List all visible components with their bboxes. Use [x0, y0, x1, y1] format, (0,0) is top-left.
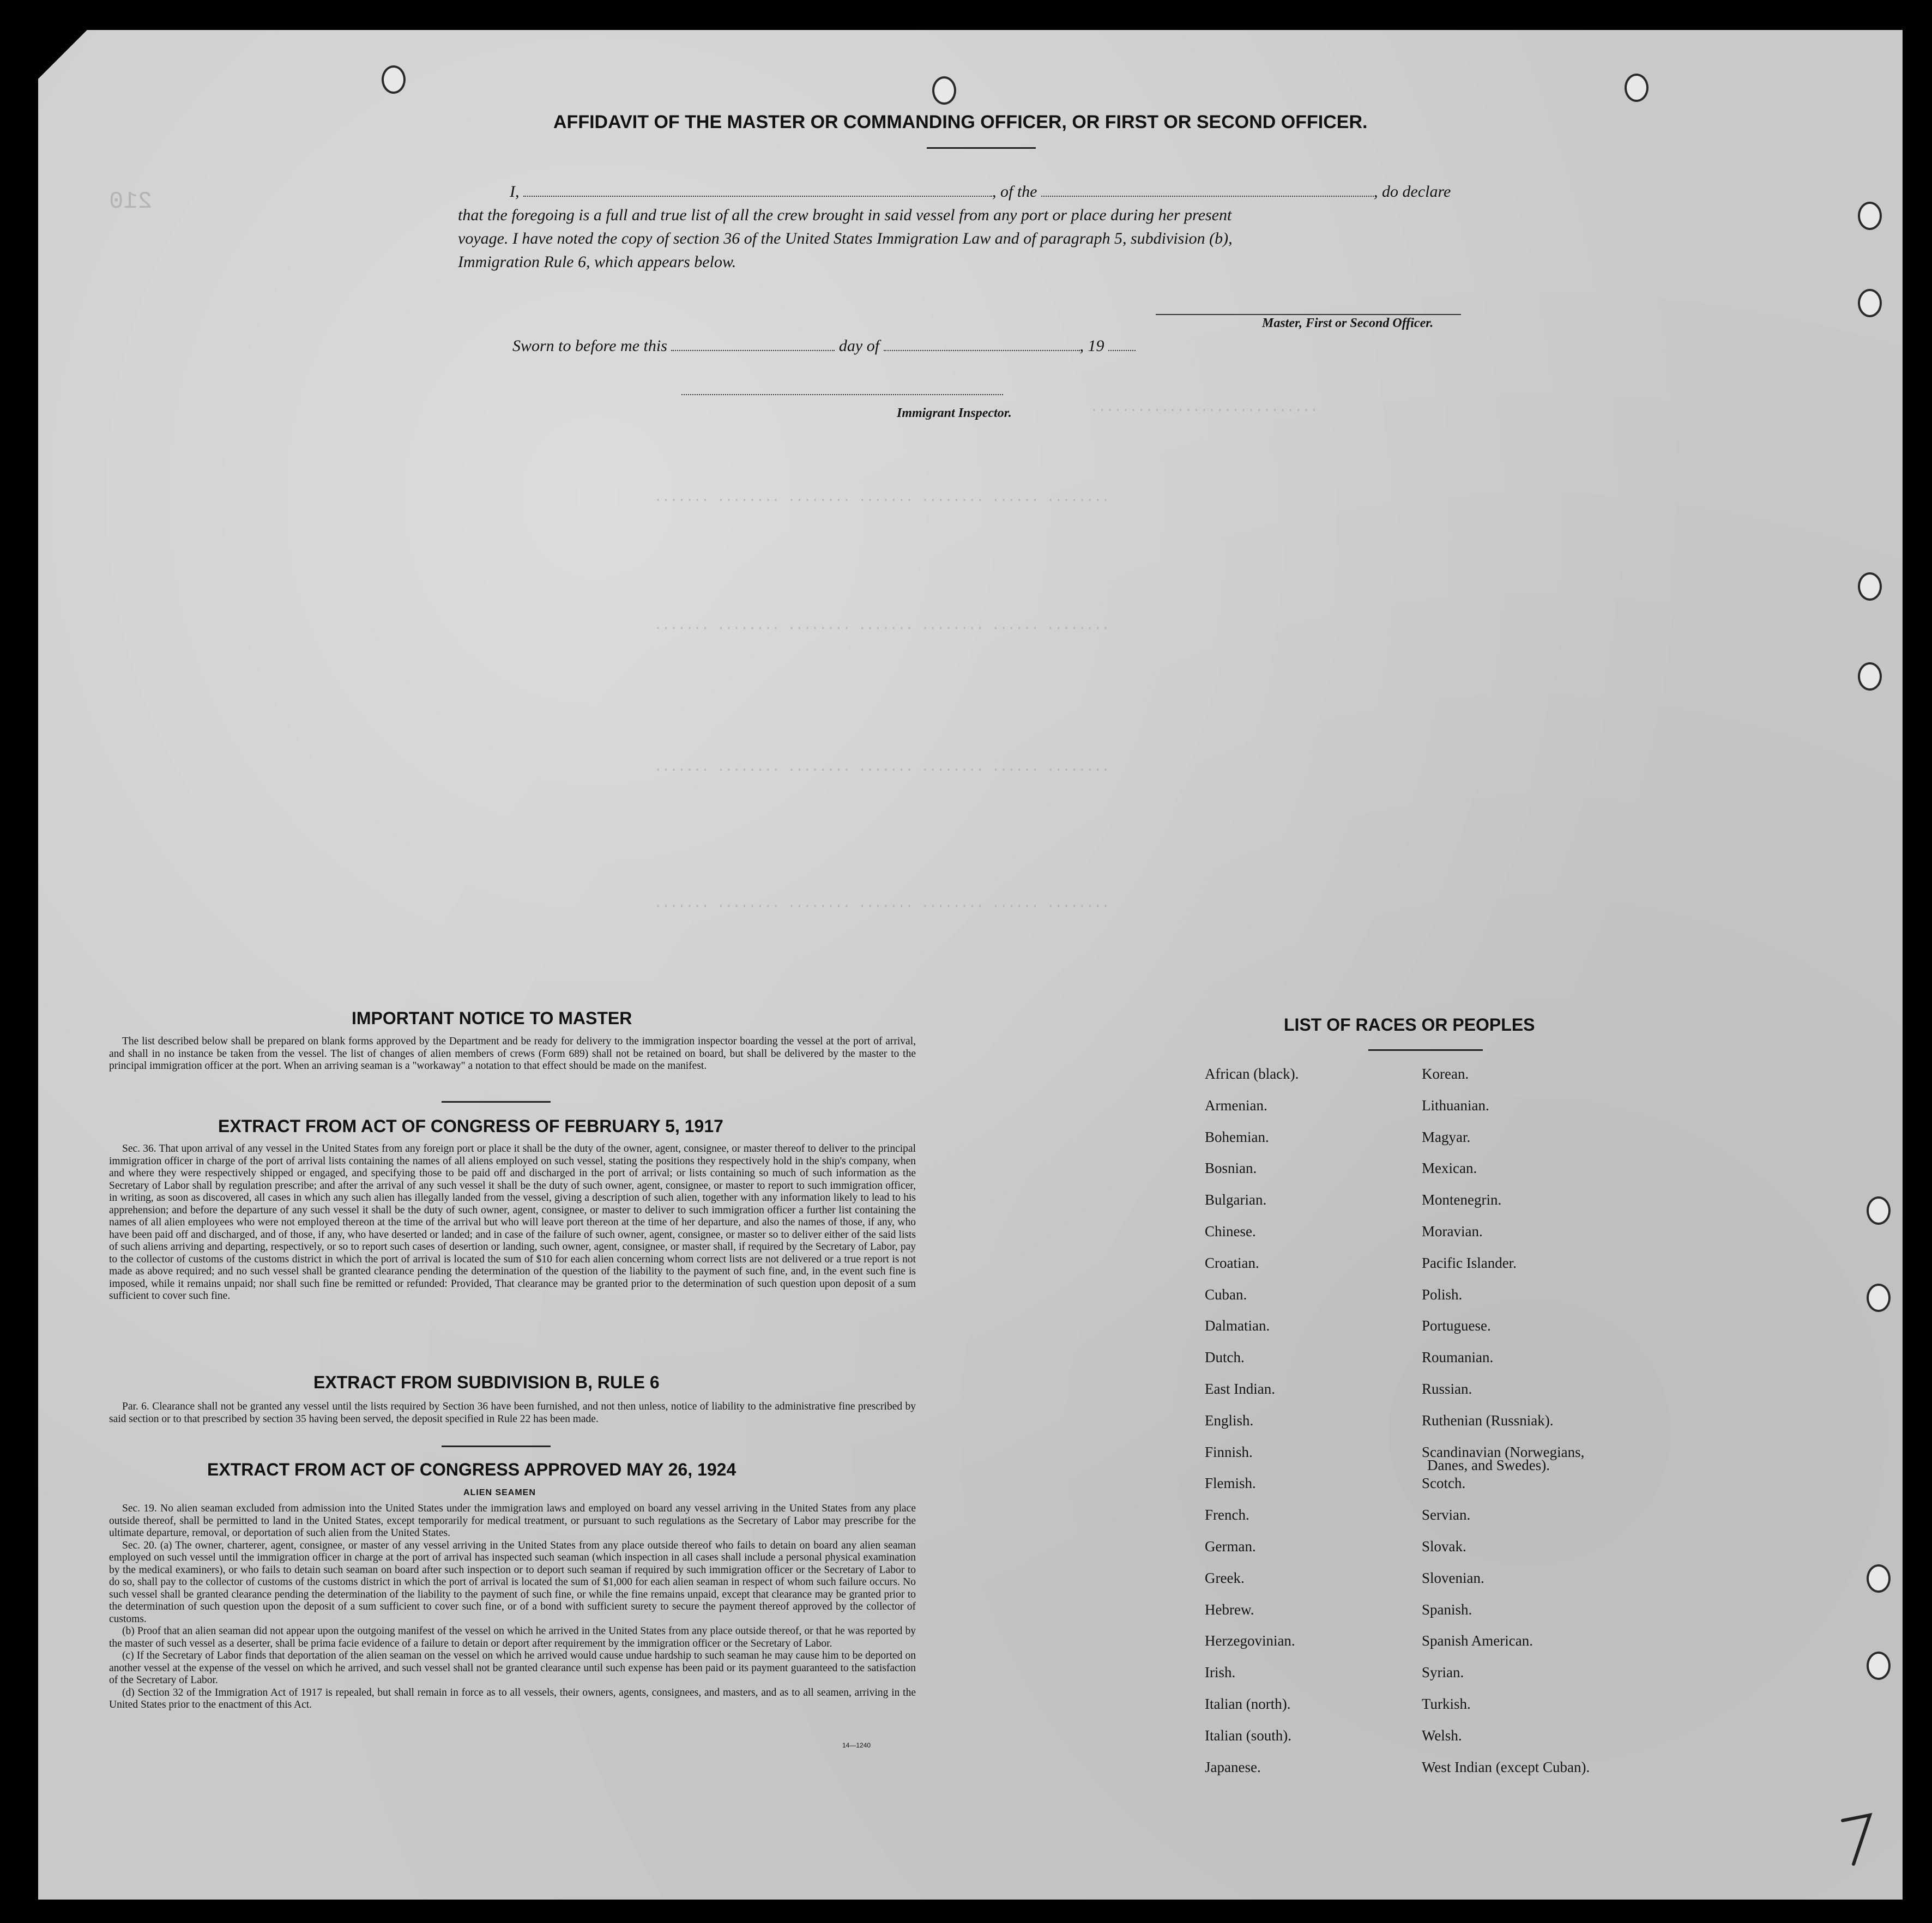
extract-rule6-paragraph: Par. 6. Clearance shall not be granted any vessel until the lists required by Section 36 have been furnished, and not then unless, notice of liability to the administrative fine prescribed by said section or to that prescribed by section 35 having been served, the deposit specified in Rule 22 has been made. — [109, 1401, 916, 1425]
race-item: Scotch. — [1422, 1475, 1466, 1492]
race-item: Irish. — [1205, 1664, 1236, 1681]
master-signature-line[interactable] — [1156, 313, 1461, 315]
race-item: Herzegovinian. — [1205, 1632, 1295, 1649]
race-item: Polish. — [1422, 1286, 1463, 1303]
folded-corner — [38, 30, 87, 79]
extract-1917-body — [109, 1143, 916, 1303]
affidavit-line-2: that the foregoing is a full and true list of all the crew brought in said vessel from any port or place during her present — [458, 206, 1232, 224]
extract-1924-body — [109, 1503, 916, 1712]
affidavit-line-1 — [510, 183, 1451, 201]
extract-1924-sec20a: Sec. 20. (a) The owner, charterer, agent, consignee, or master of any vessel arriving in the United States from any place outside thereof who fails to detain on board any alien seaman employed on such vessel until the immigration officer in charge at the port of arrival has inspected such seaman (which inspection in all cases shall include a personal physical examination by the medical examiners), or who fails to detain such seaman on board after such inspection or to deport such seaman if required by such immigration officer or the Secretary of Labor to do so, shall pay to the collector of customs of the customs district in which the port of arrival is located the sum of $1,000 for each alien seaman in respect of whom such failure occurs. No such vessel shall be granted clearance pending the determination of the liability to the payment of such fine, or while the fine remains unpaid, except that clearance may be granted prior to the determination of such question upon the deposit of a sum sufficient to cover such fine, or of a bond with sufficient surety to secure the payment thereof approved by the collector of customs. — [109, 1539, 916, 1625]
bleed-through-manifest-row: ····························· — [1090, 403, 1318, 418]
notice-body — [109, 1036, 916, 1073]
extract-rule6-body — [109, 1401, 916, 1425]
race-item: Slovenian. — [1422, 1569, 1484, 1586]
extract-1924-sec20c: (c) If the Secretary of Labor finds that deportation of the alien seaman on the vessel on which he arrived would cause undue hardship to such seaman he may cause him to be deported on another vessel at the expense of the vessel on which he arrived, and such vessel shall not be granted clearance until such expense has been paid or its payment guaranteed to the satisfaction of the Secretary of Labor. — [109, 1650, 916, 1686]
notice-paragraph: The list described below shall be prepared on blank forms approved by the Department and be ready for delivery to the immigration inspector boarding the vessel at the port of arrival, and shall in no instance be taken from the vessel. The list of changes of alien members of crews (Form 689) shall not be retained on board, but shall be delivered by the master to the principal immigration officer at the port. When an arriving seaman is a "workaway" a notation to that effect should be made on the manifest. — [109, 1036, 916, 1072]
notice-title: IMPORTANT NOTICE TO MASTER — [352, 1008, 632, 1028]
race-item: Italian (south). — [1205, 1727, 1291, 1744]
affidavit-i: I, — [510, 183, 520, 201]
binder-hole — [382, 65, 406, 94]
affidavit-line-4: Immigration Rule 6, which appears below. — [458, 253, 736, 271]
handwritten-mark — [1837, 1810, 1881, 1870]
race-item: Pacific Islander. — [1422, 1254, 1517, 1271]
race-item: Lithuanian. — [1422, 1097, 1489, 1114]
binder-hole — [1867, 1564, 1891, 1593]
race-item: Korean. — [1422, 1066, 1469, 1082]
bleed-through-manifest-row: ······· ········ ········ ······· ········ ······ ········ — [654, 763, 1110, 778]
affidavit-line-3: voyage. I have noted the copy of section 36 of the United States Immigration Law and of paragraph 5, subdivision (b), — [458, 229, 1233, 247]
race-item: Russian. — [1422, 1381, 1472, 1397]
race-item: Spanish. — [1422, 1601, 1472, 1618]
extract-1924-subtitle: ALIEN SEAMEN — [463, 1488, 536, 1497]
race-item: Flemish. — [1205, 1475, 1256, 1492]
race-item: Danes, and Swedes). — [1427, 1456, 1550, 1473]
race-item: Dalmatian. — [1205, 1317, 1270, 1334]
race-item: Turkish. — [1422, 1696, 1471, 1712]
race-item: Croatian. — [1205, 1254, 1259, 1271]
sworn-line — [512, 337, 1136, 355]
sworn-year: , 19 — [1079, 337, 1104, 355]
race-item: Magyar. — [1422, 1128, 1471, 1145]
race-item: Slovak. — [1422, 1538, 1466, 1555]
race-item: Servian. — [1422, 1507, 1471, 1523]
inspector-signature-line[interactable] — [681, 394, 1003, 395]
affidavit-title: AFFIDAVIT OF THE MASTER OR COMMANDING OFFICER, OR FIRST OR SECOND OFFICER. — [553, 112, 1368, 132]
binder-hole — [1858, 289, 1882, 317]
binder-hole — [1858, 662, 1882, 691]
master-signature-label: Master, First or Second Officer. — [1262, 316, 1434, 330]
extract-rule6-title: EXTRACT FROM SUBDIVISION B, RULE 6 — [313, 1372, 660, 1392]
race-item: English. — [1205, 1412, 1254, 1429]
binder-hole — [1858, 572, 1882, 601]
vessel-name-field[interactable] — [1041, 195, 1374, 197]
race-item: Bosnian. — [1205, 1160, 1257, 1177]
binder-hole — [932, 76, 956, 105]
binder-hole — [1625, 74, 1649, 102]
race-item: Scandinavian (Norwegians, — [1422, 1443, 1585, 1460]
sworn-prefix: Sworn to before me this — [512, 337, 667, 355]
race-item: Japanese. — [1205, 1758, 1261, 1775]
sworn-day-of: day of — [838, 337, 880, 355]
races-title-rule — [1368, 1049, 1483, 1051]
race-item: Ruthenian (Russniak). — [1422, 1412, 1554, 1429]
races-title: LIST OF RACES OR PEOPLES — [1284, 1015, 1535, 1035]
affidavit-title-rule — [927, 147, 1036, 149]
race-item: West Indian (except Cuban). — [1422, 1758, 1590, 1775]
race-item: Syrian. — [1422, 1664, 1464, 1681]
race-item: Armenian. — [1205, 1097, 1267, 1114]
race-item: French. — [1205, 1507, 1249, 1523]
race-item: Portuguese. — [1422, 1317, 1491, 1334]
binder-hole — [1858, 202, 1882, 230]
race-item: East Indian. — [1205, 1381, 1275, 1397]
notice-rule — [442, 1101, 551, 1103]
race-item: Mexican. — [1422, 1160, 1477, 1177]
master-name-field[interactable] — [523, 195, 992, 197]
bleed-through-manifest-row: ······· ········ ········ ······· ········ ······ ········ — [654, 493, 1110, 508]
extract-1924-sec20d: (d) Section 32 of the Immigration Act of 1917 is repealed, but shall remain in force as to all vessels, their owners, agents, consignees, and masters, and as to all seamen, arriving in the United States prior to the enactment of this Act. — [109, 1686, 916, 1710]
sworn-day-field[interactable] — [671, 349, 835, 351]
race-item: African (black). — [1205, 1066, 1299, 1082]
race-item: Spanish American. — [1422, 1632, 1533, 1649]
race-item: Cuban. — [1205, 1286, 1247, 1303]
race-item: Hebrew. — [1205, 1601, 1254, 1618]
race-item: Welsh. — [1422, 1727, 1462, 1744]
sworn-year-field[interactable] — [1108, 349, 1136, 351]
race-item: Italian (north). — [1205, 1696, 1291, 1712]
extract-1917-paragraph: Sec. 36. That upon arrival of any vessel in the United States from any foreign port or place it shall be the duty of the owner, agent, consignee, or master thereof to deliver to the principal immigration officer in charge of the port of arrival lists containing the names of all aliens employed on such vessel, stating the positions they respectively hold in the ship's company, when and where they were respectively shipped or engaged, and specifying those to be paid off and discharged in the port of arrival; or lists containing so much of such information as the Secretary of Labor shall by regulation prescribe; and after the arrival of any such vessel it shall be the duty of such owner, agent, consignee, or master to report to such immigration officer, in writing, as soon as discovered, all cases in which any such alien has illegally landed from the vessel, giving a description of such alien, together with any information likely to lead to his apprehension; and before the departure of any such vessel it shall be the duty of such owner, agent, consignee, or master to deliver to such immigration officer a further list containing the names of all alien employees who were not employed thereon at the time of the arrival but who will leave port thereon at the time of her departure, and also the names of those, if any, who have been paid off and discharged, and of those, if any, who have deserted or landed; and in case of the failure of such owner, agent, consignee, or master so to deliver either of the said lists of such aliens arriving and departing, respectively, or so to report such cases of desertion or landing, such owner, agent, consignee, or master shall, if required by the Secretary of Labor, pay to the collector of customs of the customs district in which the port of arrival is located the sum of $10 for each alien concerning whom correct lists are not delivered or a true report is not made as above required; and no such vessel shall be granted clearance pending the determination of the question of the liability to the payment of such fine, and, in the event such fine is imposed, while it remains unpaid; nor shall such fine be remitted or refunded: Provided, That clearance may be granted prior to the determination of such question upon deposit of a sum sufficient to cover such fine. — [109, 1143, 916, 1302]
form-number: 14—1240 — [842, 1741, 871, 1749]
race-item: Finnish. — [1205, 1443, 1253, 1460]
affidavit-of-the: , of the — [992, 183, 1037, 201]
extract-1924-title: EXTRACT FROM ACT OF CONGRESS APPROVED MAY 26, 1924 — [207, 1460, 736, 1479]
race-item: German. — [1205, 1538, 1256, 1555]
race-item: Moravian. — [1422, 1223, 1483, 1239]
race-item: Greek. — [1205, 1569, 1245, 1586]
inspector-signature-label: Immigrant Inspector. — [897, 406, 1012, 420]
race-item: Montenegrin. — [1422, 1192, 1502, 1208]
sworn-month-field[interactable] — [884, 349, 1080, 351]
race-item: Chinese. — [1205, 1223, 1256, 1239]
binder-hole — [1867, 1652, 1891, 1680]
rule6-rule — [442, 1446, 551, 1447]
binder-hole — [1867, 1284, 1891, 1312]
race-item: Dutch. — [1205, 1349, 1245, 1366]
bleed-through-manifest-row: ······· ········ ········ ······· ········ ······ ········ — [654, 621, 1110, 636]
extract-1917-title: EXTRACT FROM ACT OF CONGRESS OF FEBRUARY 5, 1917 — [218, 1116, 723, 1136]
binder-hole — [1867, 1196, 1891, 1225]
bleed-through-manifest-row: ······· ········ ········ ······· ········ ······ ········ — [654, 899, 1110, 914]
extract-1924-sec20b: (b) Proof that an alien seaman did not appear upon the outgoing manifest of the vessel on which he arrived in the United States from any place outside thereof, or that he was reported by the master of such vessel as a deserter, shall be prima facie evidence of a failure to detain or deport after requirement by the immigration officer or the Secretary of Labor. — [109, 1625, 916, 1649]
extract-1924-sec19: Sec. 19. No alien seaman excluded from admission into the United States under the immigration laws and employed on board any vessel arriving in the United States from any place outside thereof, shall be permitted to land in the United States, except temporarily for medical treatment, or pursuant to such regulations as the Secretary of Labor may prescribe for the ultimate departure, removal, or deportation of such alien from the United States. — [109, 1503, 916, 1539]
race-item: Bohemian. — [1205, 1128, 1269, 1145]
race-item: Roumanian. — [1422, 1349, 1494, 1366]
race-item: Bulgarian. — [1205, 1192, 1267, 1208]
affidavit-declare: , do declare — [1374, 183, 1451, 201]
bleed-through-page-number: 210 — [109, 188, 153, 215]
